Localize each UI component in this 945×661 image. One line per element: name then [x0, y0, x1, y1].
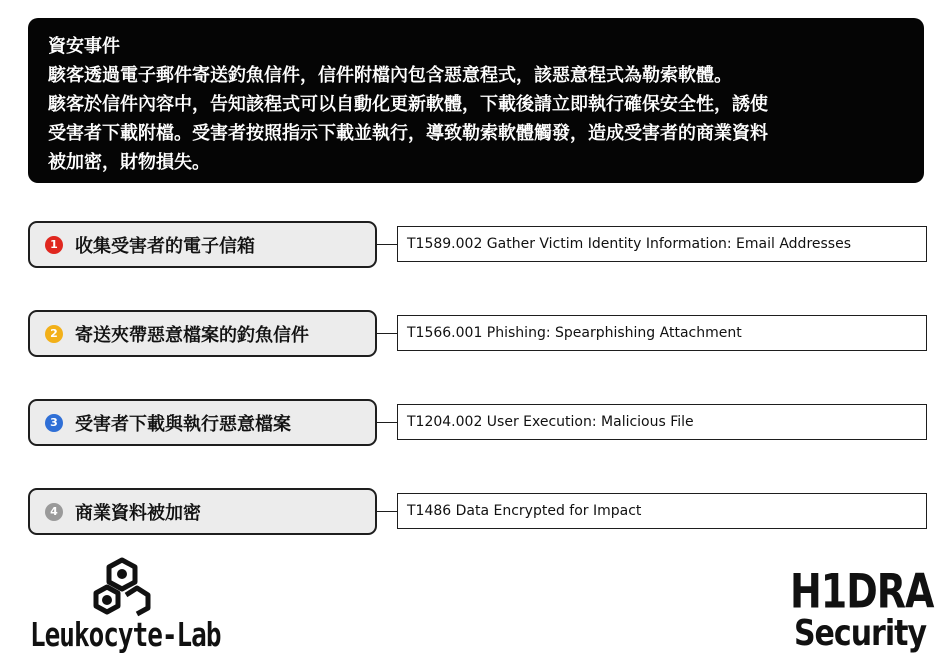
security-wordmark: Security	[793, 612, 927, 655]
step-number-badge: 4	[45, 503, 63, 521]
step-number-badge: 1	[45, 236, 63, 254]
attack-step-4	[28, 488, 377, 535]
step-number-badge: 3	[45, 414, 63, 432]
banner-line: 受害者下載附檔。受害者按照指示下載並執行，導致勒索軟體觸發，造成受害者的商業資料	[48, 123, 768, 144]
step-label: 受害者下載與執行惡意檔案	[75, 413, 291, 435]
h1dra-security-logo	[790, 563, 934, 656]
step-label: 收集受害者的電子信箱	[75, 235, 255, 257]
banner-line: 駭客透過電子郵件寄送釣魚信件，信件附檔內包含惡意程式，該惡意程式為勒索軟體。	[48, 65, 732, 86]
hexagon-cluster-icon	[90, 557, 154, 619]
step-connector	[377, 333, 397, 334]
attack-step-3	[28, 399, 377, 446]
banner-title: 資安事件	[48, 36, 120, 57]
leukocyte-lab-logo	[30, 557, 240, 657]
banner-line: 駭客於信件內容中，告知該程式可以自動化更新軟體，下載後請立即執行確保安全性，誘使	[48, 94, 768, 115]
h1dra-wordmark: H1DRA	[790, 563, 934, 619]
mitre-technique-box: T1486 Data Encrypted for Impact	[397, 493, 927, 529]
mitre-technique-box: T1566.001 Phishing: Spearphishing Attachment	[397, 315, 927, 351]
banner-line: 被加密，財物損失。	[48, 152, 210, 173]
mitre-technique-box: T1204.002 User Execution: Malicious File	[397, 404, 927, 440]
mitre-technique-box: T1589.002 Gather Victim Identity Information: Email Addresses	[397, 226, 927, 262]
step-connector	[377, 511, 397, 512]
step-connector	[377, 422, 397, 423]
attack-step-1	[28, 221, 377, 268]
incident-description-banner	[28, 18, 924, 183]
step-number-badge: 2	[45, 325, 63, 343]
leukocyte-lab-wordmark: Leukocyte-Lab	[30, 617, 221, 655]
step-label: 商業資料被加密	[75, 502, 201, 524]
attack-step-2	[28, 310, 377, 357]
step-connector	[377, 244, 397, 245]
step-label: 寄送夾帶惡意檔案的釣魚信件	[75, 324, 309, 346]
